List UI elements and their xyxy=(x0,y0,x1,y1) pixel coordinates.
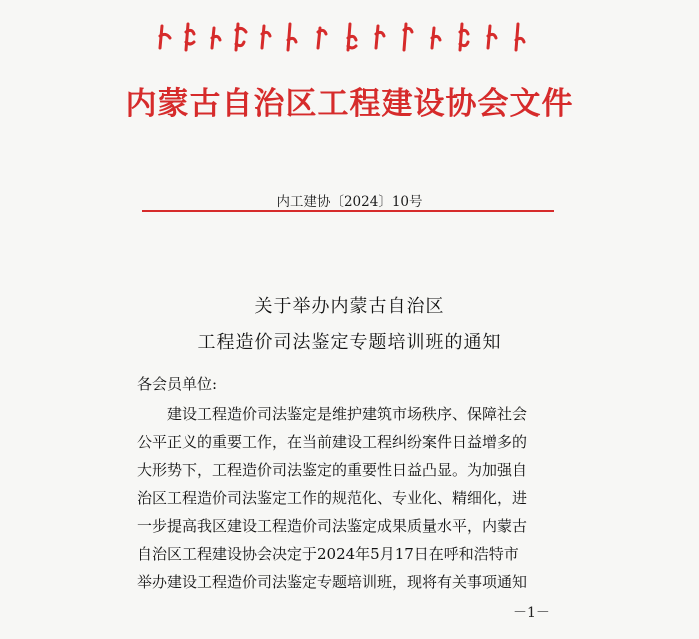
organization-title: 内蒙古自治区工程建设协会文件 xyxy=(125,86,574,122)
notice-title-line-2: 工程造价司法鉴定专题培训班的通知 xyxy=(197,332,502,353)
red-divider-line xyxy=(142,210,554,212)
page-number: －1－ xyxy=(513,605,550,621)
body-line: 一步提高我区建设工程造价司法鉴定成果质量水平，内蒙古 xyxy=(137,517,528,535)
body-line: 举办建设工程造价司法鉴定专题培训班，现将有关事项通知 xyxy=(137,573,528,591)
body-line: 治区工程造价司法鉴定工作的规范化、专业化、精细化，进 xyxy=(137,489,528,507)
salutation: 各会员单位: xyxy=(137,375,218,393)
document-number: 内工建协〔2024〕10号 xyxy=(276,194,423,210)
body-line: 建设工程造价司法鉴定是维护建筑市场秩序、保障社会 xyxy=(137,405,528,423)
body-line: 公平正义的重要工作，在当前建设工程纠纷案件日益增多的 xyxy=(137,433,528,451)
body-line: 自治区工程建设协会决定于2024年5月17日在呼和浩特市 xyxy=(137,545,519,563)
mongolian-script-header xyxy=(150,18,545,56)
notice-title-line-1: 关于举办内蒙古自治区 xyxy=(254,296,445,317)
body-line: 大形势下，工程造价司法鉴定的重要性日益凸显。为加强自 xyxy=(137,461,528,479)
